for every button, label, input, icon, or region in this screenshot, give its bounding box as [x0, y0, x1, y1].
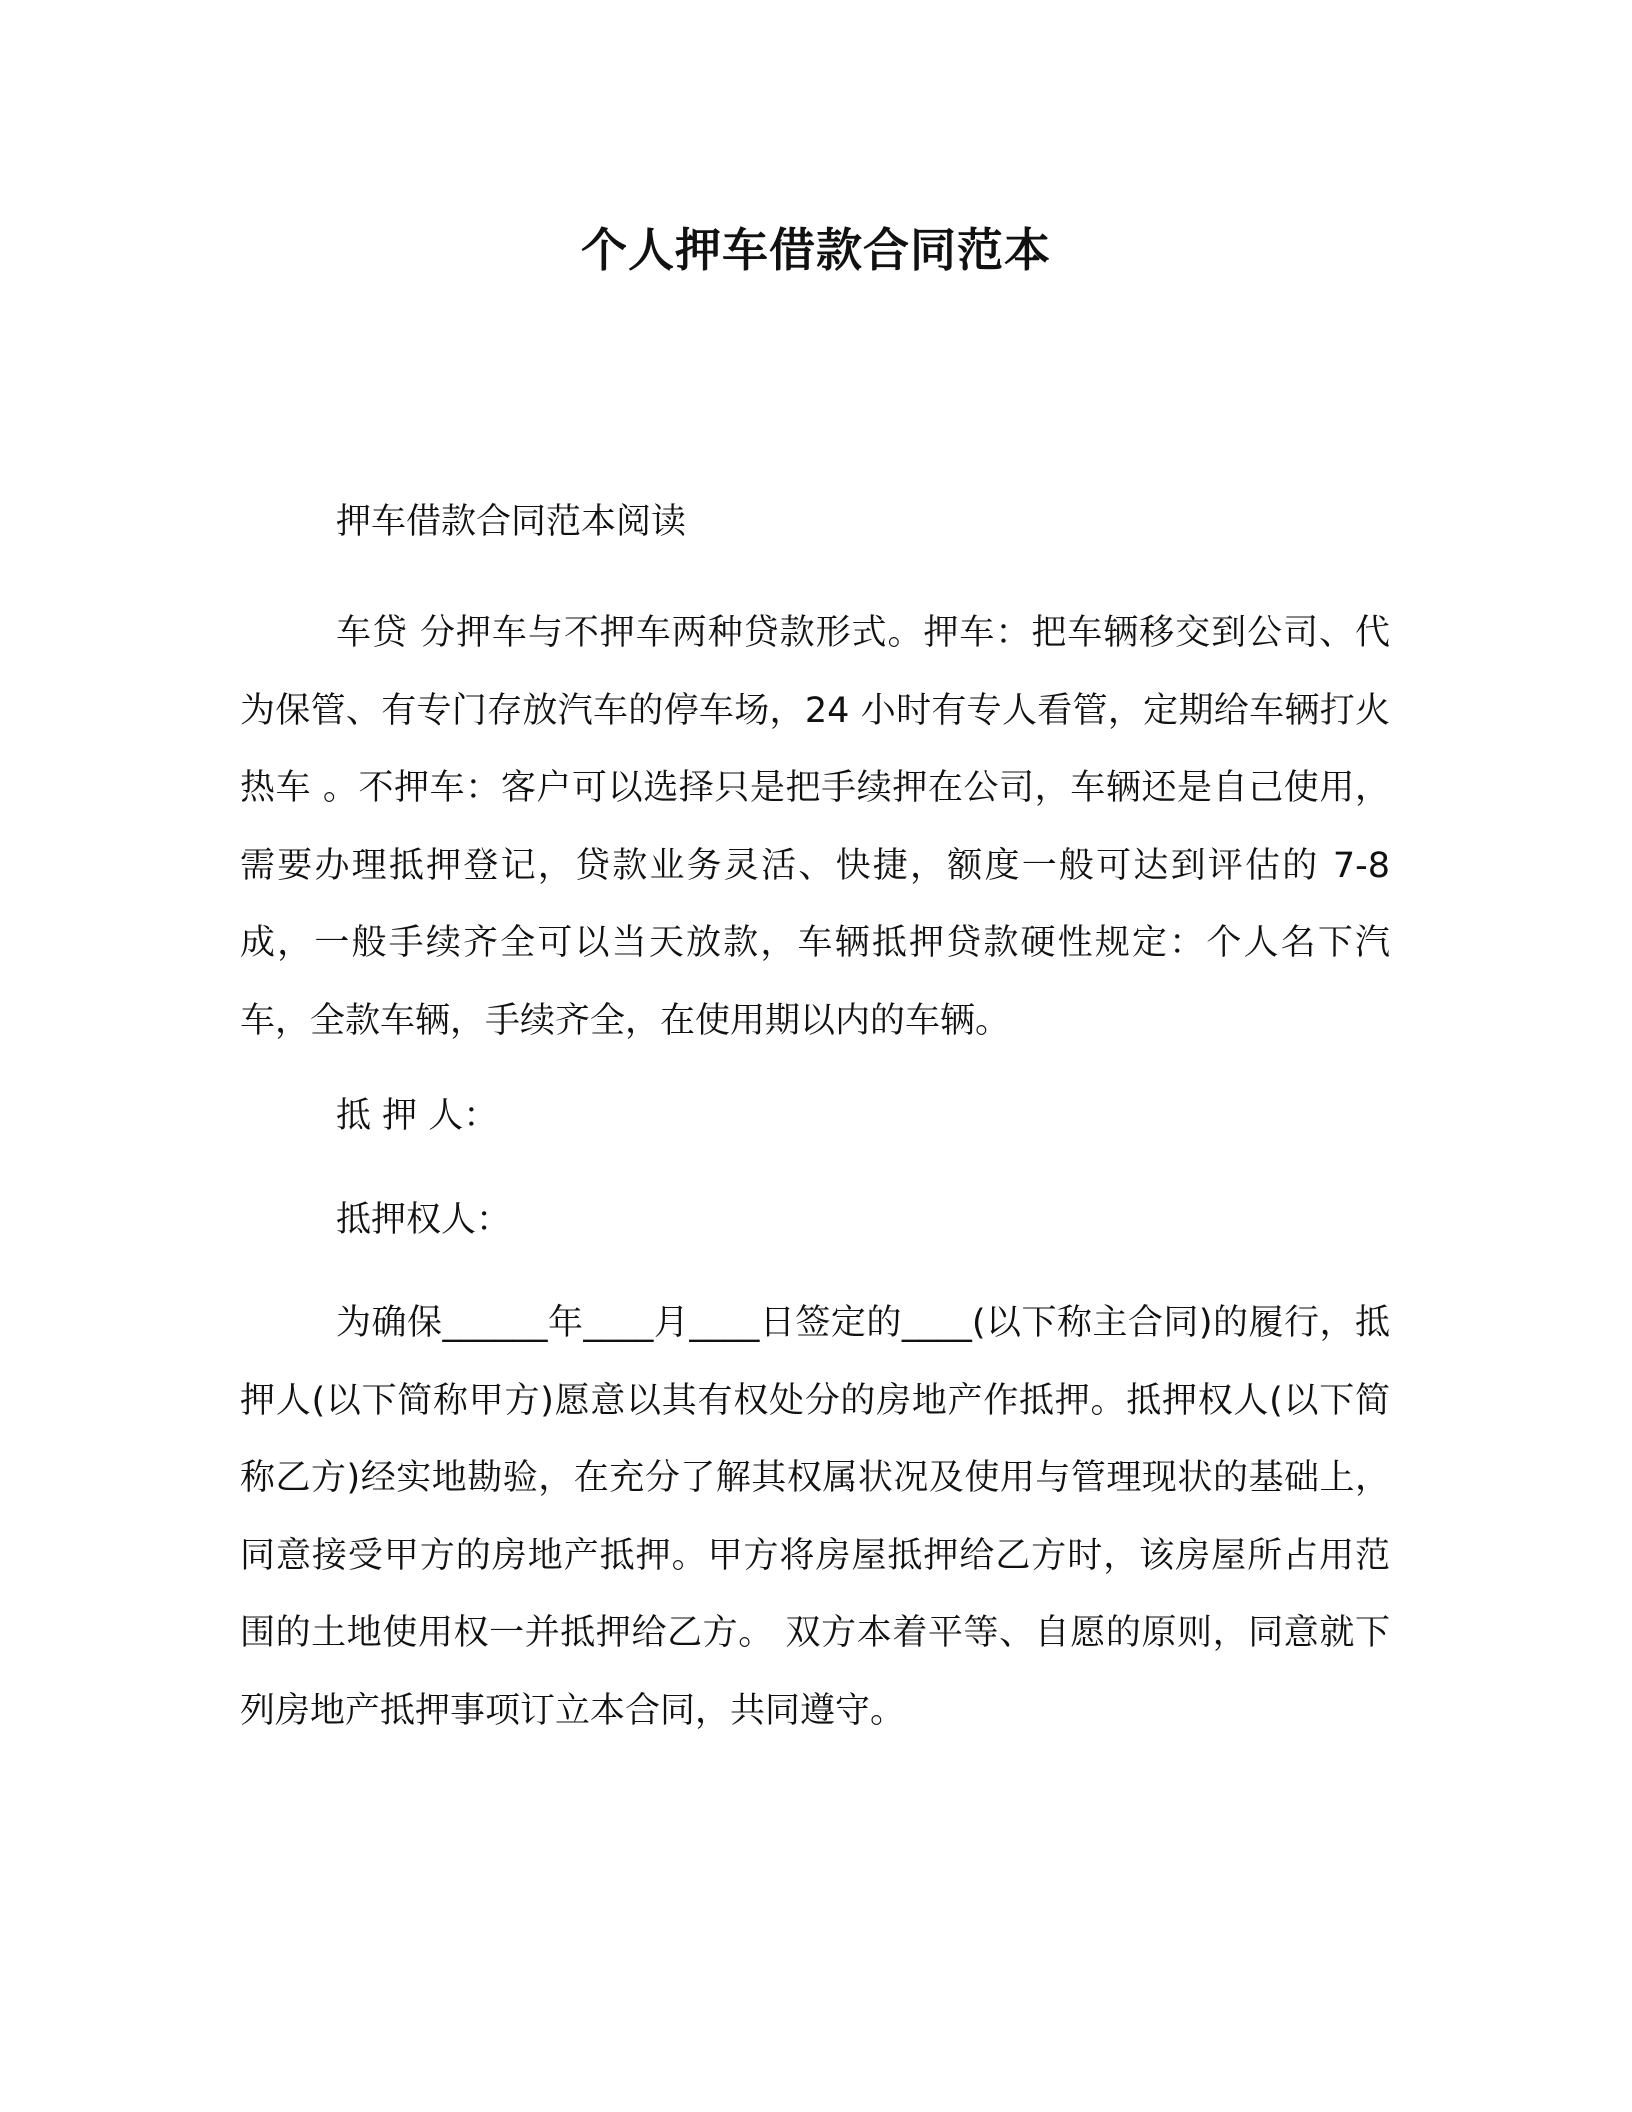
intro-paragraph: 车贷 分押车与不押车两种贷款形式。押车：把车辆移交到公司、代为保管、有专门存放汽车的停车场，24 小时有专人看管，定期给车辆打火热车 。不押车：客户可以选择只是把手续押在公司，车辆还是自己使用，需要办理抵押登记，贷款业务灵活、快捷，额度一般可达到评估的 7-8 成，一般手续齐全可以当天放款，车辆抵押贷款硬性规定：个人名下汽车，全款车辆，手续齐全，在使用期以内的车辆。	[240, 613, 1390, 1041]
mortgagor-label: 抵 押 人：	[336, 1096, 499, 1136]
mortgagee-label: 抵押权人：	[336, 1200, 512, 1240]
mortgagor-line	[240, 1078, 1390, 1156]
main-section	[240, 1285, 1390, 1750]
subheading-text: 押车借款合同范本阅读	[336, 502, 687, 542]
main-paragraph: 为确保______年____月____日签定的____(以下称主合同)的履行，抵押人(以下简称甲方)愿意以其有权处分的房地产作抵押。抵押权人(以下简称乙方)经实地勘验，在充分了解其权属状况及使用与管理现状的基础上，同意接受甲方的房地产抵押。甲方将房屋抵押给乙方时，该房屋所占用范围的土地使用权一并抵押给乙方。 双方本着平等、自愿的原则，同意就下列房地产抵押事项订立本合同，共同遵守。	[240, 1303, 1390, 1731]
mortgagee-line	[240, 1182, 1390, 1260]
intro-section	[240, 595, 1390, 1060]
document-title: 个人押车借款合同范本	[581, 223, 1051, 277]
section-subheading	[240, 484, 1390, 562]
